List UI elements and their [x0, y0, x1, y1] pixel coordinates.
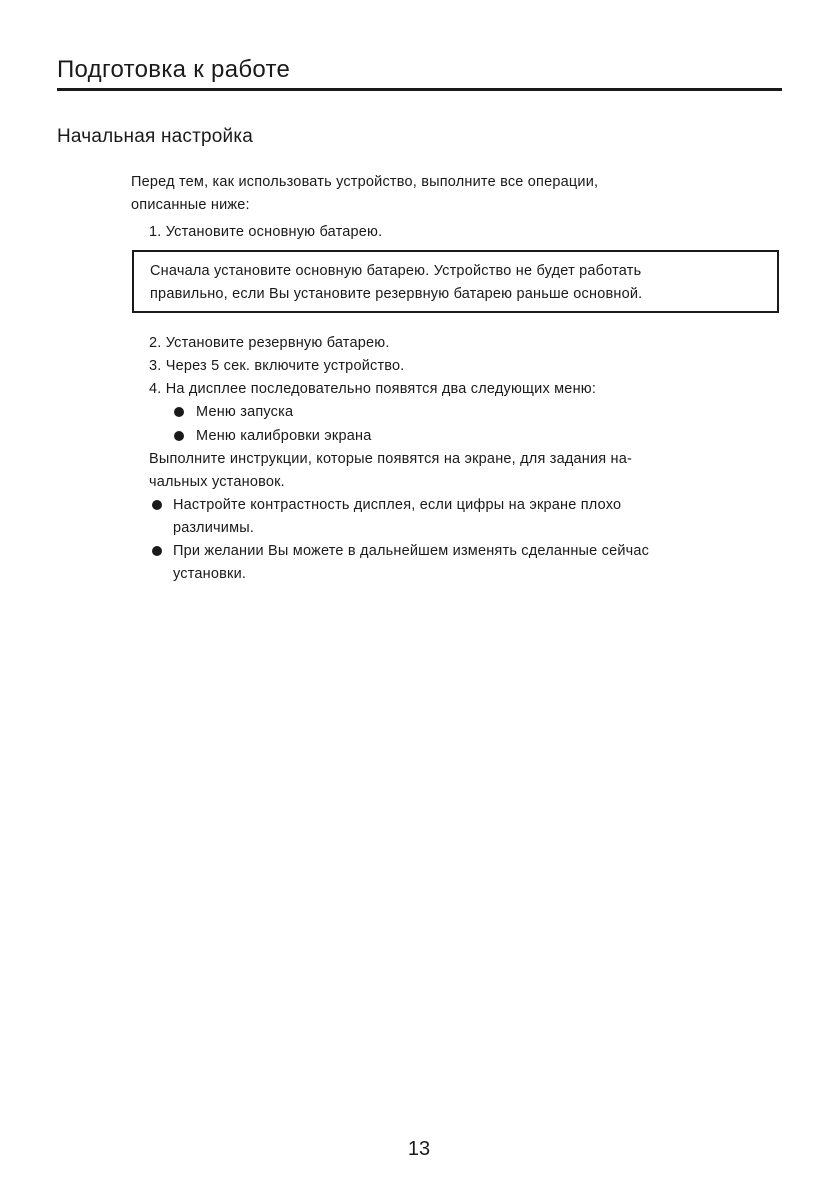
- instructions-line-2: чальных установок.: [149, 474, 285, 490]
- menu-item-calibration: Меню калибровки экрана: [196, 428, 372, 444]
- menu-item-startup: Меню запуска: [196, 404, 294, 420]
- note-box: [132, 250, 779, 313]
- note-line-1: Сначала установите основную батарею. Устройство не будет работать: [150, 263, 642, 279]
- bullet-icon: [174, 431, 184, 441]
- intro-line-1: Перед тем, как использовать устройство, выполните все операции,: [131, 174, 599, 190]
- page-title: Подготовка к работе: [57, 56, 291, 83]
- title-rule: [57, 88, 782, 91]
- bullet-icon: [152, 500, 162, 510]
- step-2: 2. Установите резервную батарею.: [149, 335, 390, 351]
- bullet-icon: [174, 407, 184, 417]
- intro-line-2: описанные ниже:: [131, 197, 250, 213]
- tip-2-line-1: При желании Вы можете в дальнейшем изменять сделанные сейчас: [173, 543, 650, 559]
- tip-1-line-1: Настройте контрастность дисплея, если цифры на экране плохо: [173, 497, 622, 513]
- step-4: 4. На дисплее последовательно появятся два следующих меню:: [149, 381, 597, 397]
- tip-2-line-2: установки.: [173, 566, 247, 582]
- section-title: Начальная настройка: [57, 126, 254, 147]
- tip-1-line-2: различимы.: [173, 520, 255, 536]
- step-3: 3. Через 5 сек. включите устройство.: [149, 358, 405, 374]
- bullet-icon: [152, 546, 162, 556]
- step-1: 1. Установите основную батарею.: [149, 224, 383, 240]
- page-number: 13: [407, 1138, 431, 1160]
- note-line-2: правильно, если Вы установите резервную батарею раньше основной.: [150, 286, 643, 302]
- instructions-line-1: Выполните инструкции, которые появятся на экране, для задания на-: [149, 451, 633, 467]
